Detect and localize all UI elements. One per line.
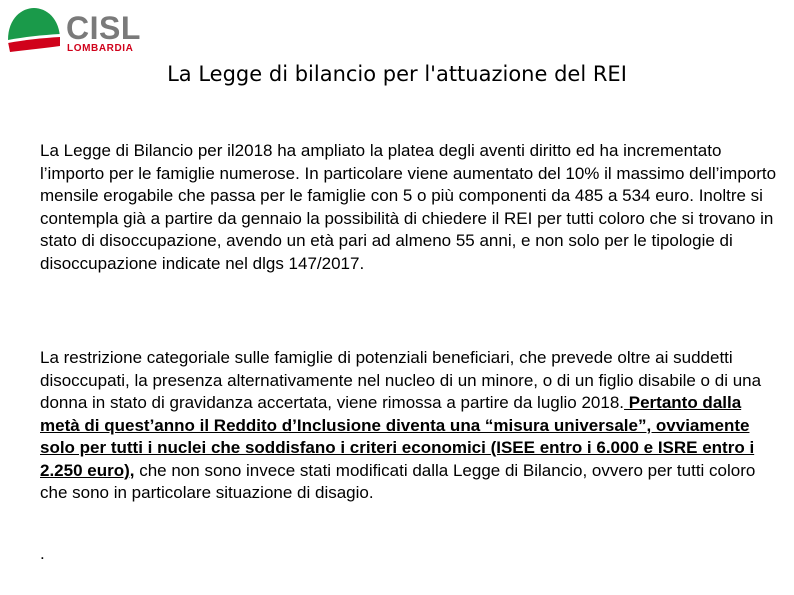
paragraph-2: [40, 347, 780, 505]
paragraph-2-outro: che non sono invece stati modificati dalla Legge di Bilancio, ovvero per tutti coloro che sono in particolare situazione di disagio.: [40, 460, 756, 502]
cisl-logo-mark-icon: [6, 6, 62, 54]
paragraph-2-intro: La restrizione categoriale sulle famiglie di potenziali beneficiari, che prevede oltre ai suddetti disoccupati, la presenza alternativamente nel nucleo di un minore, o di un figlio disabile o di una donna in stato di gravidanza accertata, viene rimossa a partire da luglio 2018.: [40, 348, 762, 412]
slide-title: La Legge di bilancio per l'attuazione del REI: [167, 62, 627, 86]
logo-wordmark: CISL: [66, 10, 141, 46]
cisl-logo: [6, 6, 146, 54]
paragraph-2-emphasis: Pertanto dalla metà di quest’anno il Reddito d’Inclusione diventa una “misura universale”, ovviamente solo per tutti i nuclei che soddisfano i criteri economici (ISEE entro i 6.000 e ISRE entro i 2.250 euro),: [40, 393, 755, 480]
paragraph-1: La Legge di Bilancio per il2018 ha ampliato la platea degli aventi diritto ed ha incrementato l’importo per le famiglie numerose. In particolare viene aumentato del 10% il massimo dell’importo mensile erogabile che passa per le famiglie con 5 o più componenti da 485 a 534 euro. Inoltre si contempla già a partire da gennaio la possibilità di chiedere il REI per tutti coloro che si trovano in stato di disoccupazione, avendo un età pari ad almeno 55 anni, e non solo per le tipologie di disoccupazione indicate nel dlgs 147/2017.: [40, 141, 777, 273]
trailing-mark: .: [40, 544, 45, 563]
logo-region: LOMBARDIA: [67, 43, 134, 54]
